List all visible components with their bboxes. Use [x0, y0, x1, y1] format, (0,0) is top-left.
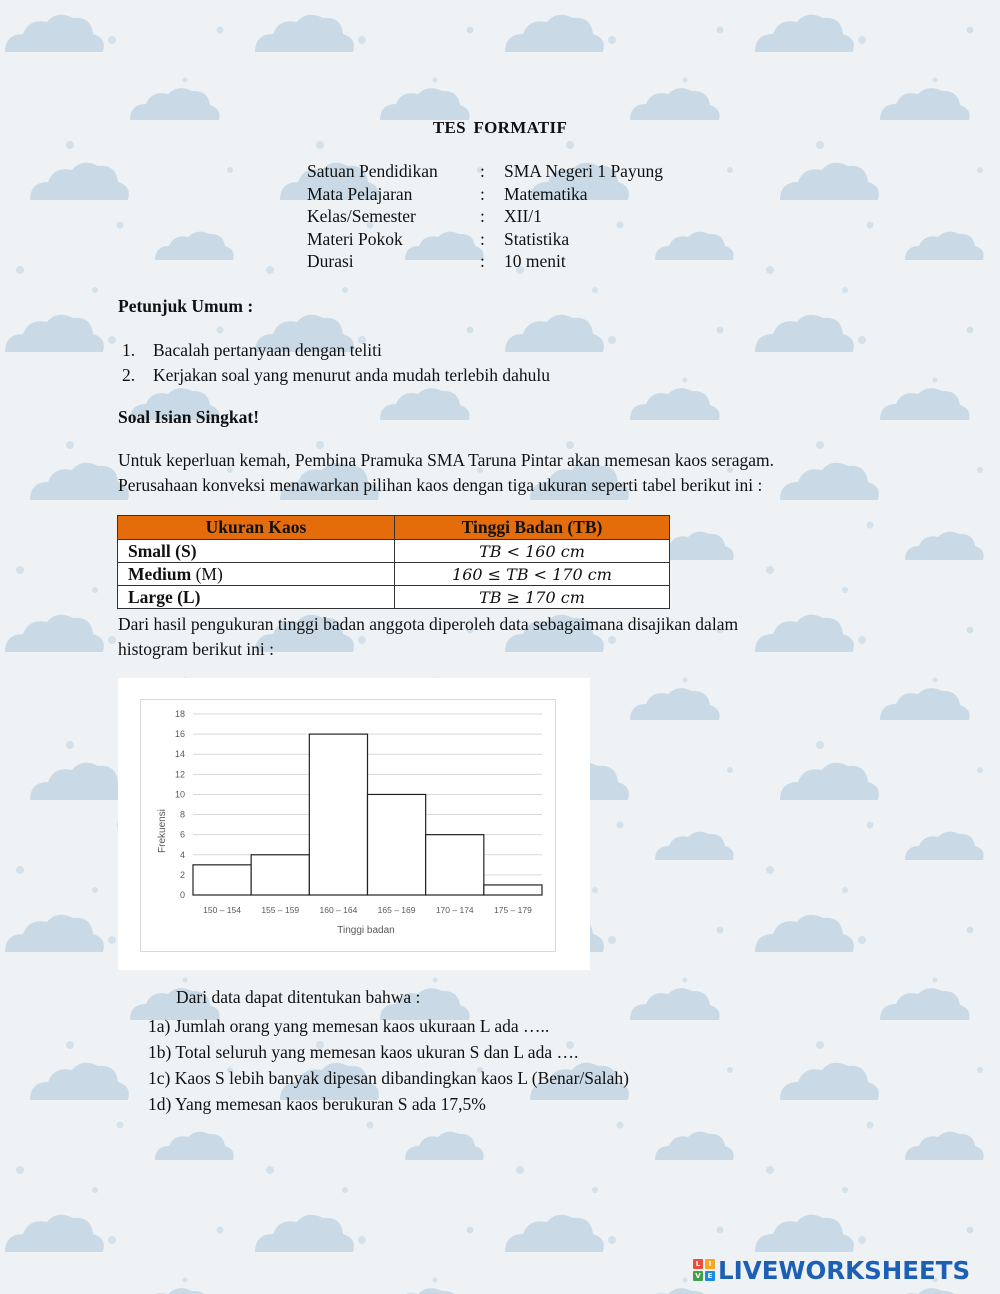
section-heading: Soal Isian Singkat!: [118, 407, 260, 427]
size-label: [118, 563, 395, 586]
size-table-row: [118, 586, 670, 609]
x-tick-label: 155 – 159: [261, 905, 300, 915]
logo-tile: L: [693, 1259, 703, 1269]
size-table-header-cell: Ukuran Kaos: [118, 516, 395, 540]
size-label-code: (M): [191, 563, 223, 584]
identity-colon: :: [480, 183, 485, 204]
logo-tile: V: [693, 1271, 703, 1281]
size-label-bold: Small: [128, 540, 171, 561]
instruction-number: 2.: [122, 365, 136, 385]
identity-row: [307, 183, 663, 206]
instructions-heading: Petunjuk Umum :: [118, 296, 254, 316]
intro-paragraph: [118, 448, 878, 498]
y-tick-label: 8: [179, 809, 185, 820]
histogram-bar: [426, 835, 484, 895]
identity-colon: :: [480, 228, 485, 249]
histogram-bar: [484, 885, 542, 895]
intro-line: Perusahaan konveksi menawarkan pilihan kaos dengan tiga ukuran seperti tabel berikut ini :: [118, 475, 763, 495]
identity-colon: :: [480, 251, 485, 271]
instruction-number: 1.: [122, 340, 136, 360]
size-label: [118, 540, 395, 563]
instruction-item: [122, 363, 550, 388]
question-item: 1d) Yang memesan kaos berukuran S ada 17,5%: [148, 1094, 486, 1114]
liveworksheets-logo[interactable]: [693, 1252, 970, 1288]
y-axis-label: Frekuensi: [157, 809, 168, 853]
size-label-bold: Medium: [128, 563, 192, 584]
identity-value: SMA Negeri 1 Payung: [504, 161, 663, 181]
size-label-bold: Large: [128, 586, 173, 607]
identity-table: [307, 160, 663, 273]
y-tick-label: 2: [179, 869, 185, 880]
instruction-text: Kerjakan soal yang menurut anda mudah terlebih dahulu: [153, 365, 551, 385]
x-tick-label: 165 – 169: [377, 905, 416, 915]
histogram-bar: [309, 734, 367, 895]
y-tick-label: 18: [174, 709, 185, 719]
histogram-intro-line: Dari hasil pengukuran tinggi badan anggota diperoleh data sebagaimana disajikan dalam: [118, 614, 739, 634]
size-range: TB < 160 cm: [395, 540, 670, 563]
identity-key: Durasi: [307, 251, 354, 271]
question-item: 1a) Jumlah orang yang memesan kaos ukuraan L ada …..: [148, 1016, 550, 1036]
questions-intro: Dari data dapat ditentukan bahwa :: [176, 987, 421, 1007]
identity-value: 10 menit: [504, 251, 566, 271]
y-tick-label: 16: [174, 729, 185, 740]
identity-key: Satuan Pendidikan: [307, 161, 438, 181]
histogram-bar: [368, 794, 426, 895]
identity-key: Kelas/Semester: [307, 206, 416, 226]
size-table-header-cell: Tinggi Badan (TB): [395, 516, 670, 540]
size-table-row: [118, 540, 670, 563]
logo-icon: [693, 1259, 715, 1281]
identity-row: [307, 228, 663, 251]
histogram-bar: [193, 865, 251, 895]
size-range: 160 ≤ TB < 170 cm: [395, 563, 670, 586]
identity-value: Statistika: [504, 228, 570, 249]
identity-colon: :: [480, 161, 485, 181]
identity-value: Matematika: [504, 183, 588, 204]
y-tick-label: 12: [174, 769, 185, 780]
x-tick-label: 170 – 174: [435, 905, 474, 915]
identity-key: Mata Pelajaran: [307, 183, 413, 204]
logo-tile: I: [705, 1259, 715, 1269]
histogram-bar: [251, 855, 309, 895]
histogram-card: [118, 678, 590, 970]
y-tick-label: 10: [174, 789, 185, 800]
page-title: TES FORMATIF: [432, 118, 568, 137]
y-tick-label: 0: [179, 890, 185, 900]
x-axis-label: Tinggi badan: [337, 925, 395, 936]
question-item: 1b) Total seluruh yang memesan kaos ukuran S dan L ada ….: [148, 1042, 579, 1062]
histogram-intro: [118, 612, 878, 662]
size-label: [118, 586, 395, 609]
identity-row: [307, 160, 663, 183]
x-tick-label: 160 – 164: [319, 905, 358, 915]
y-tick-label: 4: [179, 849, 185, 860]
size-table: [117, 515, 670, 609]
size-label-code: (S): [170, 540, 197, 561]
identity-row: [307, 250, 663, 273]
logo-tile: E: [705, 1271, 715, 1281]
y-tick-label: 14: [174, 749, 185, 760]
identity-row: [307, 205, 663, 228]
intro-line: Untuk keperluan kemah, Pembina Pramuka SMA Taruna Pintar akan memesan kaos seragam.: [118, 450, 774, 470]
question-item: 1c) Kaos S lebih banyak dipesan dibandingkan kaos L (Benar/Salah): [148, 1068, 629, 1088]
size-table-header: [118, 516, 670, 540]
instructions-list: [122, 338, 550, 388]
x-tick-label: 175 – 179: [494, 905, 532, 915]
y-tick-label: 6: [179, 829, 185, 840]
instruction-item: [122, 338, 550, 363]
size-table-row: [118, 563, 670, 586]
histogram-chart: [140, 699, 556, 952]
instruction-text: Bacalah pertanyaan dengan teliti: [153, 340, 382, 360]
identity-key: Materi Pokok: [307, 228, 403, 249]
histogram-intro-line: histogram berikut ini :: [118, 639, 275, 659]
questions-list: [148, 1013, 629, 1117]
logo-text: LIVEWORKSHEETS: [718, 1255, 971, 1285]
identity-value: XII/1: [504, 206, 542, 226]
identity-colon: :: [480, 206, 485, 226]
x-tick-label: 150 – 154: [203, 905, 241, 915]
size-label-code: (L): [172, 586, 201, 607]
size-range: TB ≥ 170 cm: [395, 586, 670, 609]
